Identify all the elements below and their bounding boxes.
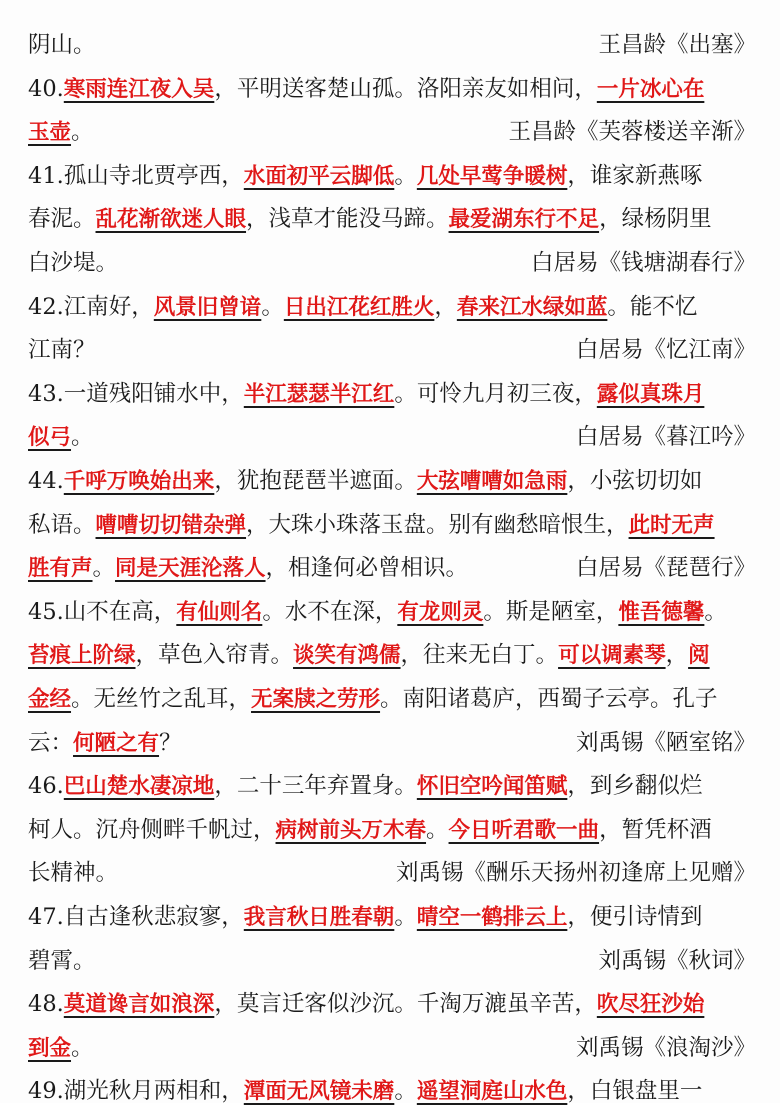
text-line	[28, 68, 756, 110]
verse-text: ，犹抱琵琶半遮面。	[214, 468, 417, 494]
verse-text: 。	[426, 816, 449, 843]
poem-source-attribution: 刘禹锡《秋词》	[598, 947, 756, 974]
highlighted-verse: 水面初平云脚低	[243, 163, 395, 189]
poem-source-attribution: 白居易《忆江南》	[575, 337, 756, 364]
highlighted-verse: 同是天涯沦落人	[115, 556, 266, 582]
verse-text: 。	[71, 1034, 94, 1061]
verse-text: 。水不在深，	[262, 598, 398, 625]
text-line	[28, 547, 756, 589]
highlighted-verse: 金经	[28, 687, 72, 712]
verse-text: 41.孤山寺北贾亭西，	[28, 162, 244, 189]
text-line	[28, 286, 756, 328]
highlighted-verse: 吹尽狂沙始	[596, 992, 705, 1018]
text-line	[28, 111, 756, 153]
text-line	[28, 24, 756, 66]
poem-source-attribution: 王昌龄《出塞》	[598, 32, 756, 58]
verse-text: 44.	[28, 468, 64, 494]
verse-text: 长精神。	[28, 860, 119, 887]
highlighted-verse: 何陋之有	[73, 730, 160, 756]
verse-text: 。	[394, 1078, 417, 1105]
verse-text: 。	[71, 119, 94, 146]
verse-text: 白沙堤。	[28, 250, 119, 276]
verse-text: 40.	[28, 75, 64, 102]
verse-text: 江南？	[28, 337, 96, 364]
poem-source-attribution: 刘禹锡《酬乐天扬州初逢席上见赠》	[395, 860, 756, 887]
highlighted-verse: 巴山楚水凄凉地	[63, 774, 215, 800]
verse-text: ，草色入帘青。	[135, 642, 294, 669]
verse-text: 柯人。沉舟侧畔千帆过，	[28, 816, 276, 843]
highlighted-verse: 一片冰心在	[596, 76, 705, 102]
highlighted-verse: 我言秋日胜春朝	[243, 905, 395, 930]
highlighted-verse: 谈笑有鸿儒	[293, 643, 401, 669]
highlighted-verse: 嘈嘈切切错杂弹	[95, 512, 247, 538]
highlighted-verse: 潭面无风镜未磨	[243, 1079, 395, 1105]
verse-text: 48.	[28, 991, 64, 1018]
highlighted-verse: 寒雨连江夜入吴	[63, 76, 215, 102]
verse-text: 。	[704, 598, 727, 625]
verse-text: 47.自古逢秋悲寂寥，	[28, 904, 244, 930]
poem-source-attribution: 白居易《琵琶行》	[575, 555, 756, 582]
verse-text: ，莫言迁客似沙沉。千淘万漉虽辛苦，	[214, 991, 597, 1018]
highlighted-verse: 几处早莺争暖树	[416, 163, 568, 189]
verse-text: ，到乡翻似烂	[567, 773, 703, 800]
highlighted-verse: 乱花渐欲迷人眼	[95, 207, 247, 233]
verse-text: ，白银盘里一	[567, 1078, 703, 1105]
highlighted-verse: 晴空一鹤排云上	[416, 905, 568, 930]
highlighted-verse: 似弓	[28, 425, 72, 451]
highlighted-verse: 病树前头万木春	[275, 817, 427, 843]
poem-source-attribution: 白居易《暮江吟》	[575, 424, 756, 451]
verse-text: 阴山。	[28, 32, 96, 58]
text-line	[28, 460, 756, 502]
verse-text: 。能不忆	[607, 293, 698, 320]
highlighted-verse: 千呼万唤始出来	[63, 469, 215, 494]
verse-text: ，相逢何必曾相识。	[265, 555, 469, 582]
text-line	[28, 983, 756, 1025]
text-line	[28, 722, 756, 764]
verse-text: 。	[261, 293, 284, 320]
highlighted-verse: 阅	[688, 643, 710, 669]
verse-text: ，大珠小珠落玉盘。别有幽愁暗恨生，	[246, 511, 629, 538]
verse-text: ，二十三年弃置身。	[214, 773, 417, 800]
highlighted-verse: 半江瑟瑟半江红	[243, 381, 395, 407]
verse-text: 。无丝竹之乱耳，	[71, 686, 252, 712]
verse-text: ，谁家新燕啄	[567, 162, 703, 189]
verse-text: ，绿杨阴里	[599, 206, 712, 233]
highlighted-verse: 露似真珠月	[596, 381, 705, 407]
highlighted-verse: 有仙则名	[176, 599, 263, 625]
highlighted-verse: 莫道谗言如浪深	[63, 992, 215, 1018]
verse-text: 碧霄。	[28, 947, 96, 974]
verse-text: 。斯是陋室，	[483, 598, 619, 625]
text-line	[28, 504, 756, 546]
text-line	[28, 1027, 756, 1069]
text-line	[28, 155, 756, 197]
verse-text: 私语。	[28, 511, 96, 538]
text-line	[28, 940, 756, 982]
verse-text: 。南阳诸葛庐，西蜀子云亭。孔子	[380, 686, 718, 712]
text-line	[28, 809, 756, 851]
verse-text: ，小弦切切如	[567, 468, 703, 494]
highlighted-verse: 此时无声	[628, 512, 715, 538]
highlighted-verse: 胜有声	[28, 556, 93, 582]
text-line	[28, 896, 756, 938]
verse-text: ，便引诗情到	[567, 904, 703, 930]
verse-text: ，往来无白丁。	[400, 642, 559, 669]
poem-source-attribution: 刘禹锡《浪淘沙》	[575, 1034, 756, 1061]
verse-text: 49.湖光秋月两相和，	[28, 1078, 244, 1105]
highlighted-verse: 玉壶	[28, 120, 72, 146]
verse-text: ，平明送客楚山孤。洛阳亲友如相问，	[214, 75, 597, 102]
verse-text: 。	[92, 555, 116, 582]
verse-text: 45.山不在高，	[28, 598, 177, 625]
highlighted-verse: 苔痕上阶绿	[28, 643, 136, 669]
verse-text: 。	[394, 904, 417, 930]
highlighted-verse: 风景旧曾谙	[153, 294, 262, 320]
text-line	[28, 242, 756, 284]
verse-text: 。	[71, 424, 94, 451]
verse-text: ，	[434, 293, 457, 320]
highlighted-verse: 日出江花红胜火	[283, 294, 435, 320]
verse-text: ？	[159, 729, 182, 756]
text-line	[28, 852, 756, 894]
text-line	[28, 765, 756, 807]
highlighted-verse: 最爱湖东行不足	[448, 207, 600, 233]
highlighted-verse: 今日听君歌一曲	[448, 817, 600, 843]
highlighted-verse: 到金	[28, 1035, 72, 1061]
text-line	[28, 416, 756, 458]
highlighted-verse: 无案牍之劳形	[251, 687, 381, 712]
text-line	[28, 373, 756, 415]
highlighted-verse: 惟吾德馨	[618, 599, 705, 625]
highlighted-verse: 怀旧空吟闻笛赋	[416, 774, 568, 800]
text-line	[28, 198, 756, 240]
verse-text: ，暂凭杯酒	[599, 816, 712, 843]
highlighted-verse: 可以调素琴	[558, 643, 666, 669]
verse-text: 46.	[28, 773, 64, 800]
poem-source-attribution: 白居易《钱塘湖春行》	[530, 250, 756, 276]
highlighted-verse: 大弦嘈嘈如急雨	[416, 469, 568, 494]
highlighted-verse: 春来江水绿如蓝	[456, 294, 608, 320]
text-line	[28, 591, 756, 633]
verse-text: ，浅草才能没马蹄。	[246, 206, 449, 233]
verse-text: 云：	[28, 729, 74, 756]
text-line	[28, 329, 756, 371]
verse-text: ，	[665, 642, 689, 669]
verse-text: 43.一道残阳铺水中，	[28, 380, 244, 407]
text-line	[28, 634, 756, 676]
text-line	[28, 678, 756, 720]
text-line	[28, 1070, 756, 1112]
verse-text: 。可怜九月初三夜，	[394, 380, 597, 407]
highlighted-verse: 有龙则灵	[397, 599, 484, 625]
highlighted-verse: 遥望洞庭山水色	[416, 1079, 568, 1105]
verse-text: 。	[394, 162, 417, 189]
poem-source-attribution: 王昌龄《芙蓉楼送辛渐》	[508, 119, 756, 146]
verse-text: 春泥。	[28, 206, 96, 233]
poem-source-attribution: 刘禹锡《陋室铭》	[575, 729, 756, 756]
verse-text: 42.江南好，	[28, 293, 154, 320]
